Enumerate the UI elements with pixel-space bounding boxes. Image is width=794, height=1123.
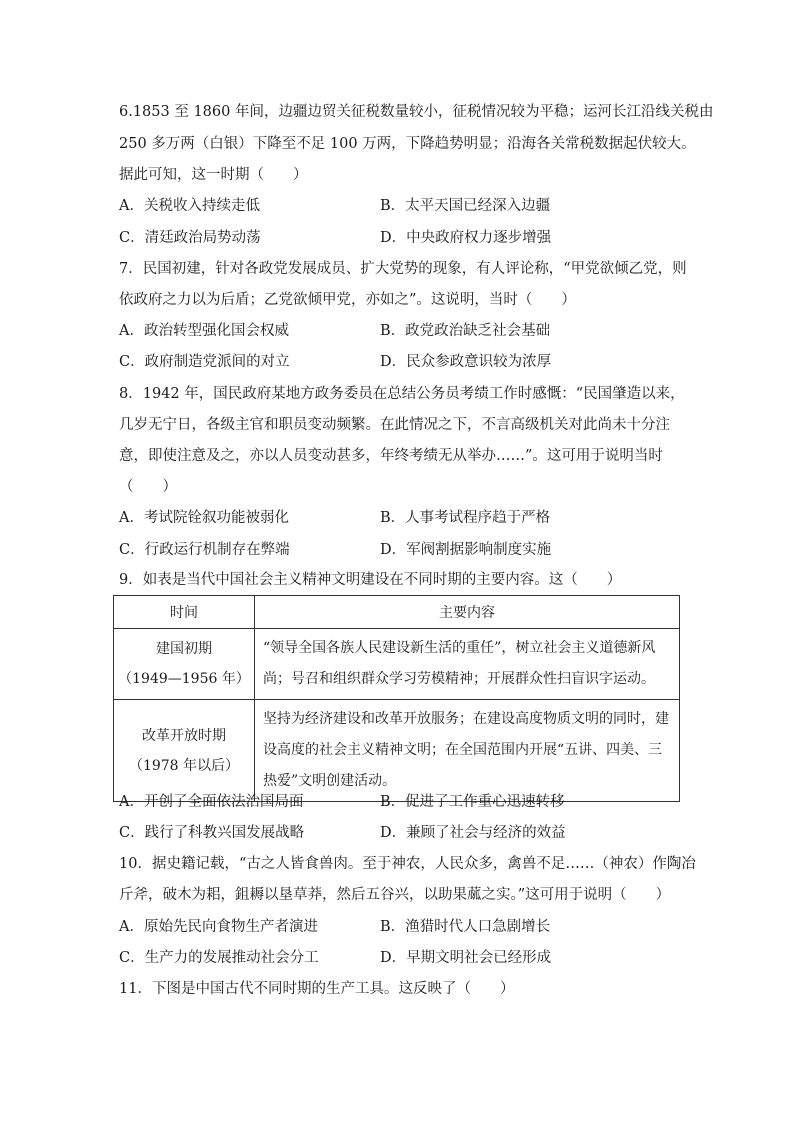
q8-option-a[interactable]: A．考试院铨叙功能被弱化 — [119, 510, 289, 526]
table-row — [114, 700, 680, 802]
q8-stem-line: 意，即使注意及之，亦以人员变动甚多，年终考绩无从举办……”。这可用于说明当时 — [119, 448, 663, 464]
q10-option-b[interactable]: B．渔猎时代人口急剧增长 — [380, 919, 551, 935]
q8-stem-line: （ ） — [119, 479, 177, 495]
q8-option-b[interactable]: B．人事考试程序趋于严格 — [380, 510, 551, 526]
q8-stem-line: 几岁无宁日，各级主官和职员变动频繁。在此情况之下，不言高级机关对此尚未十分注 — [119, 417, 670, 433]
q7-option-a[interactable]: A．政治转型强化国会权威 — [119, 323, 289, 339]
q8-option-c[interactable]: C．行政运行机制存在弊端 — [119, 542, 290, 558]
q6-option-a[interactable]: A．关税收入持续走低 — [119, 198, 260, 214]
q6-stem-line: 6.1853 至 1860 年间，边疆边贸关征税数量较小，征税情况较为平稳；运河长江沿线关税由 — [119, 104, 714, 120]
q6-stem-line: 据此可知，这一时期（ ） — [119, 167, 308, 183]
q7-stem-line: 7．民国初建，针对各政党发展成员、扩大党势的现象，有人评论称，“甲党欲倾乙党，则 — [119, 261, 687, 277]
table-header-content: 主要内容 — [255, 596, 680, 629]
period-name: 改革开放时期 — [142, 727, 226, 744]
q10-stem-line: 斤斧，破木为耜，鉏耨以垦草莽，然后五谷兴，以助果蓏之实。”这可用于说明（ ） — [119, 887, 671, 903]
q10-option-a[interactable]: A．原始先民向食物生产者演进 — [119, 919, 318, 935]
q8-option-d[interactable]: D．军阀割据影响制度实施 — [380, 542, 552, 558]
q7-stem-line: 依政府之力以为后盾；乙党欲倾甲党，亦如之”。这说明，当时（ ） — [119, 292, 576, 308]
q7-option-d[interactable]: D．民众参政意识较为浓厚 — [380, 354, 552, 370]
q9-option-b[interactable]: B．促进了工作重心迅速转移 — [380, 794, 565, 810]
table-cell-content: “领导全国各族人民建设新生活的重任”，树立社会主义道德新风尚；号召和组织群众学习劳模精神；开展群众性扫盲识字运动。 — [255, 629, 680, 700]
q10-option-c[interactable]: C．生产力的发展推动社会分工 — [119, 950, 319, 966]
q10-option-d[interactable]: D．早期文明社会已经形成 — [380, 950, 552, 966]
q9-option-c[interactable]: C．践行了科教兴国发展战略 — [119, 825, 305, 841]
q6-option-c[interactable]: C．清廷政治局势动荡 — [119, 230, 261, 246]
q7-option-c[interactable]: C．政府制造党派间的对立 — [119, 354, 290, 370]
q7-option-b[interactable]: B．政党政治缺乏社会基础 — [380, 323, 551, 339]
period-years: （1978 年以后） — [128, 757, 240, 774]
table-cell-period — [114, 629, 255, 700]
q9-table — [113, 595, 680, 802]
q8-stem-line: 8．1942 年，国民政府某地方政务委员在总结公务员考绩工作时感慨：“民国肇造以来， — [119, 386, 685, 402]
q11-stem: 11．下图是中国古代不同时期的生产工具。这反映了（ ） — [119, 981, 515, 997]
table-header-time: 时间 — [114, 596, 255, 629]
q9-stem: 9．如表是当代中国社会主义精神文明建设在不同时期的主要内容。这（ ） — [119, 572, 622, 588]
q10-stem-line: 10．据史籍记载，“古之人皆食兽肉。至于神农，人民众多，禽兽不足……（神农）作陶冶 — [119, 856, 696, 872]
table-row — [114, 629, 680, 700]
table-header-row — [114, 596, 680, 629]
period-years: （1949—1956 年） — [118, 671, 250, 687]
q6-option-d[interactable]: D．中央政府权力逐步增强 — [380, 230, 552, 246]
q6-stem-line: 250 多万两（白银）下降至不足 100 万两，下降趋势明显；沿海各关常税数据起伏较大。 — [119, 136, 696, 152]
table-cell-content: 坚持为经济建设和改革开放服务；在建设高度物质文明的同时，建设高度的社会主义精神文明；在全国范围内开展“五讲、四美、三热爱”文明创建活动。 — [255, 700, 680, 802]
q9-option-a[interactable]: A．开创了全面依法治国局面 — [119, 794, 304, 810]
period-name: 建国初期 — [156, 641, 212, 657]
table-cell-period — [114, 700, 255, 802]
q9-option-d[interactable]: D．兼顾了社会与经济的效益 — [380, 825, 566, 841]
q6-option-b[interactable]: B．太平天国已经深入边疆 — [380, 198, 551, 214]
